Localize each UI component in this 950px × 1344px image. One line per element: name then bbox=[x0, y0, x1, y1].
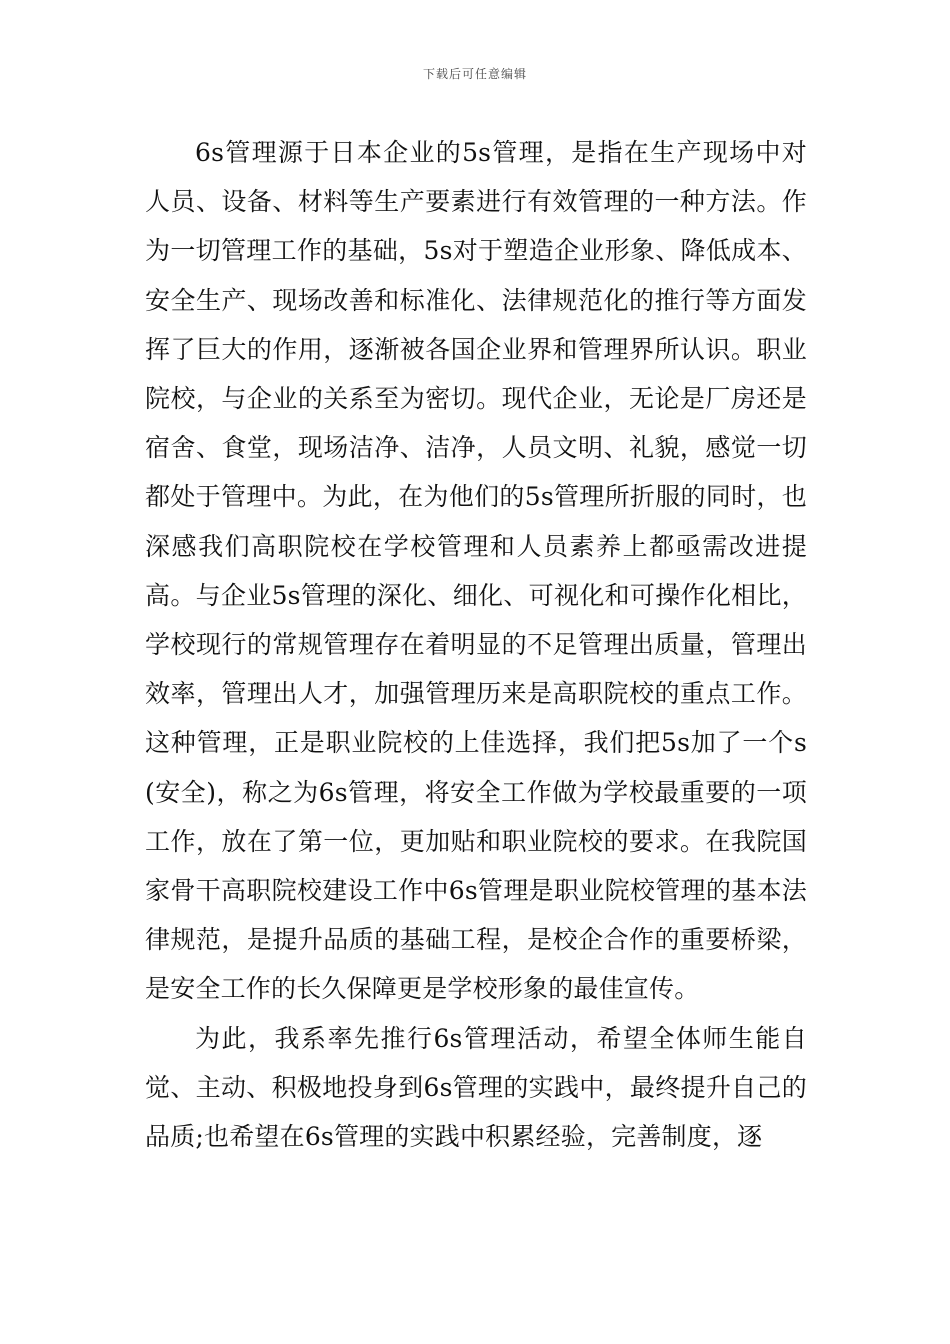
paragraph-1: 6s管理源于日本企业的5s管理，是指在生产现场中对人员、设备、材料等生产要素进行有效管理的一种方法。作为一切管理工作的基础，5s对于塑造企业形象、降低成本、安全生产、现场改善和标准化、法律规范化的推行等方面发挥了巨大的作用，逐渐被各国企业界和管理界所认识。职业院校，与企业的关系至为密切。现代企业，无论是厂房还是宿舍、食堂，现场洁净、洁净，人员文明、礼貌，感觉一切都处于管理中。为此，在为他们的5s管理所折服的同时，也深感我们高职院校在学校管理和人员素养上都亟需改进提高。与企业5s管理的深化、细化、可视化和可操作化相比，学校现行的常规管理存在着明显的不足管理出质量，管理出效率，管理出人才，加强管理历来是高职院校的重点工作。这种管理，正是职业院校的上佳选择，我们把5s加了一个s(安全)，称之为6s管理，将安全工作做为学校最重要的一项工作，放在了第一位，更加贴和职业院校的要求。在我院国家骨干高职院校建设工作中6s管理是职业院校管理的基本法律规范，是提升品质的基础工程，是校企合作的重要桥梁，是安全工作的长久保障更是学校形象的最佳宣传。 bbox=[145, 138, 807, 1004]
paragraph-2: 为此，我系率先推行6s管理活动，希望全体师生能自觉、主动、积极地投身到6s管理的实践中，最终提升自己的品质;也希望在6s管理的实践中积累经验，完善制度，逐 bbox=[145, 1023, 807, 1152]
header-note: 下载后可任意编辑 bbox=[422, 67, 527, 81]
document-body bbox=[145, 128, 807, 1161]
